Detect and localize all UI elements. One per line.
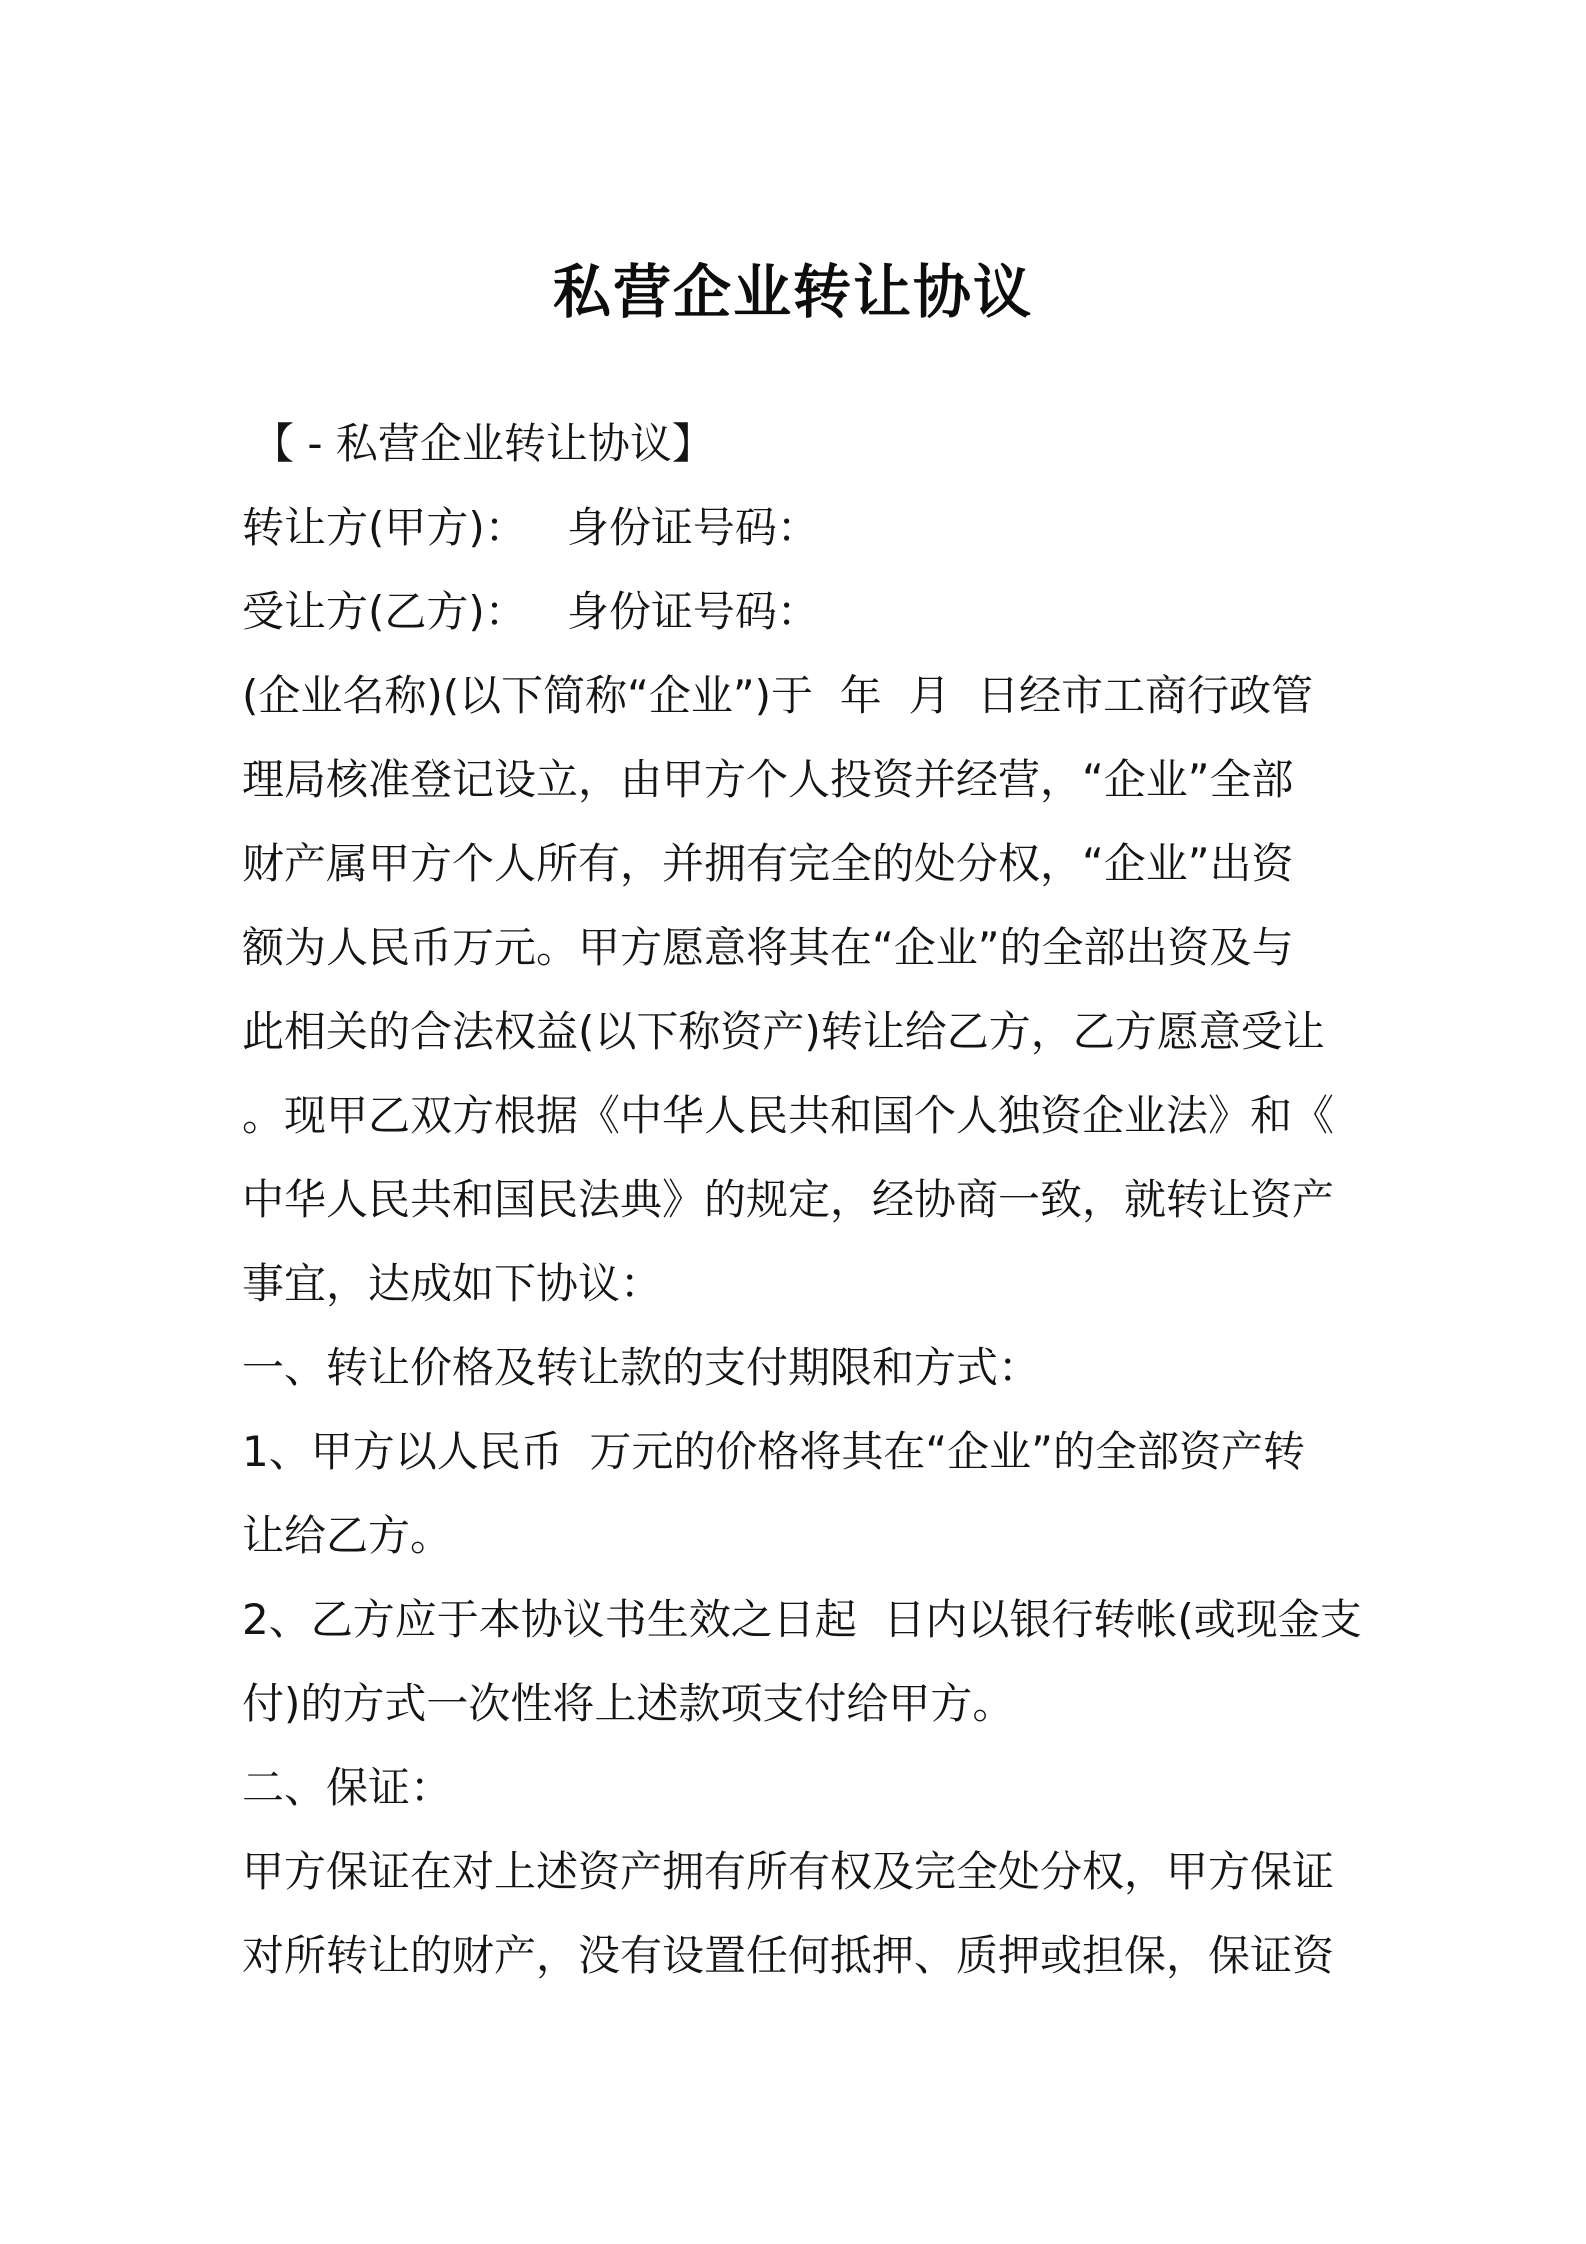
paragraph-line: (企业名称)(以下简称“企业”)于 年 月 日经市工商行政管 (242, 671, 1314, 720)
paragraph-line: 此相关的合法权益(以下称资产)转让给乙方，乙方愿意受让 (242, 1007, 1325, 1056)
clause-line: 1、甲方以人民币 万元的价格将其在“企业”的全部资产转 (242, 1427, 1305, 1476)
transferor-line: 转让方(甲方)： 身份证号码： (242, 503, 819, 552)
clause-line: 2、乙方应于本协议书生效之日起 日内以银行转帐(或现金支 (242, 1595, 1362, 1644)
paragraph-line: 理局核准登记设立，由甲方个人投资并经营，“企业”全部 (242, 755, 1294, 804)
paragraph-line: 甲方保证在对上述资产拥有所有权及完全处分权，甲方保证 (242, 1847, 1335, 1896)
clause-line: 付)的方式一次性将上述款项支付给甲方。 (242, 1679, 1015, 1728)
transferee-line: 受让方(乙方)： 身份证号码： (242, 587, 819, 636)
paragraph-line: 对所转让的财产，没有设置任何抵押、质押或担保，保证资 (242, 1931, 1335, 1980)
paragraph-line: 财产属甲方个人所有，并拥有完全的处分权，“企业”出资 (242, 839, 1294, 888)
paragraph-line: 中华人民共和国民法典》的规定，经协商一致，就转让资产 (242, 1175, 1335, 1224)
document-body (242, 402, 1362, 1998)
section-heading: 二、保证： (242, 1763, 453, 1812)
paragraph-line: 额为人民币万元。甲方愿意将其在“企业”的全部出资及与 (242, 923, 1294, 972)
document-subtitle: 【 - 私营企业转让协议】 (252, 419, 714, 468)
document-title: 私营企业转让协议 (552, 258, 1033, 326)
clause-line: 让给乙方。 (242, 1511, 453, 1560)
paragraph-line: 事宜，达成如下协议： (242, 1259, 663, 1308)
section-heading: 一、转让价格及转让款的支付期限和方式： (242, 1343, 1041, 1392)
paragraph-line: 。现甲乙双方根据《中华人民共和国个人独资企业法》和《 (242, 1091, 1335, 1140)
